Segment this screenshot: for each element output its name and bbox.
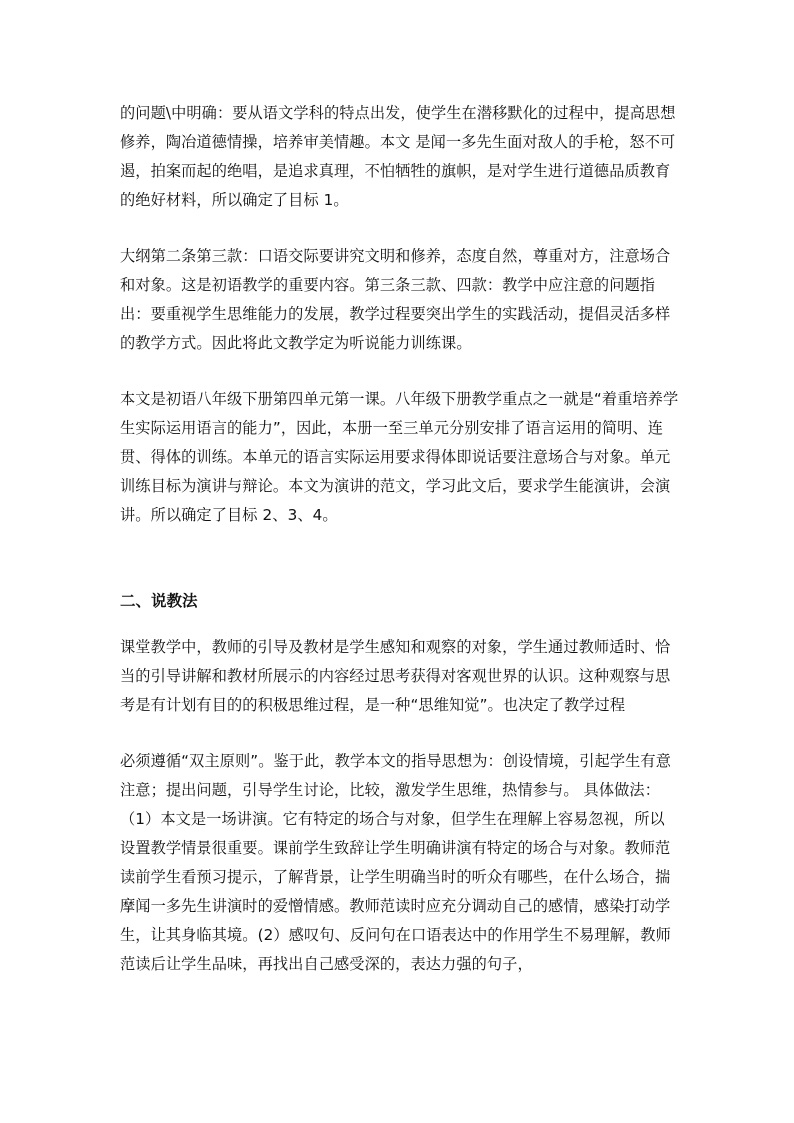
document-page xyxy=(120,99,680,973)
paragraph-dual-subject-principle: 必须遵循“双主原则”。鉴于此，教学本文的指导思想为：创设情境，引起学生有意注意；提出问题，引导学生讨论，比较，激发学生思维，热情参与。 具体做法：（1）本文是一场讲演。它有特定的场合与对象，但学生在理解上容易忽视，所以设置教学情景很重要。课前学生致辞让学生明确讲演有特定的场合与对象。教师范读前学生看预习提示，了解背景，让学生明确当时的听众有哪些，在什么场合，揣摩闻一多先生讲演时的爱憎情感。教师范读时应充分调动自己的感情，感染打动学生，让其身临其境。(2）感叹句、反问句在口语表达中的作用学生不易理解，教师范读后让学生品味，再找出自己感受深的，表达力强的句子， xyxy=(120,752,671,973)
paragraph-syllabus-rationale: 大纲第二条第三款：口语交际要讲究文明和修养，态度自然，尊重对方，注意场合和对象。这是初语教学的重要内容。第三条三款、四款：教学中应注意的问题指出：要重视学生思维能力的发展，教学过程要突出学生的实践活动，提倡灵活多样的教学方式。因此将此文教学定为听说能力训练课。 xyxy=(120,247,671,352)
section-heading-teaching-method: 二、说教法 xyxy=(120,592,198,610)
paragraph-objective-1-rationale: 的问题\中明确：要从语文学科的特点出发，使学生在潜移默化的过程中，提高思想修养，陶冶道德情操，培养审美情趣。本文 是闻一多先生面对敌人的手枪，怒不可遏，拍案而起的绝唱，是追求真理，不怕牺牲的旗帜，是对学生进行道德品质教育的绝好材料，所以确定了目标 1。 xyxy=(120,104,676,209)
paragraph-classroom-teaching: 课堂教学中，教师的引导及教材是学生感知和观察的对象，学生通过教师适时、恰当的引导讲解和教材所展示的内容经过思考获得对客观世界的认识。这种观察与思考是有计划有目的的积极思维过程，是一种“思维知觉”。也决定了教学过程 xyxy=(120,638,671,714)
teaching-method-body xyxy=(120,633,680,979)
paragraph-unit-rationale: 本文是初语八年级下册第四单元第一课。八年级下册教学重点之一就是“着重培养学生实际运用语言的能力”，因此，本册一至三单元分别安排了语言运用的简明、连贯、得体的训练。本单元的语言实际运用要求得体即说话要注意场合与对象。单元训练目标为演讲与辩论。本文为演讲的范文，学习此文后，要求学生能演讲，会演讲。所以确定了目标 2、3、4。 xyxy=(120,390,679,524)
